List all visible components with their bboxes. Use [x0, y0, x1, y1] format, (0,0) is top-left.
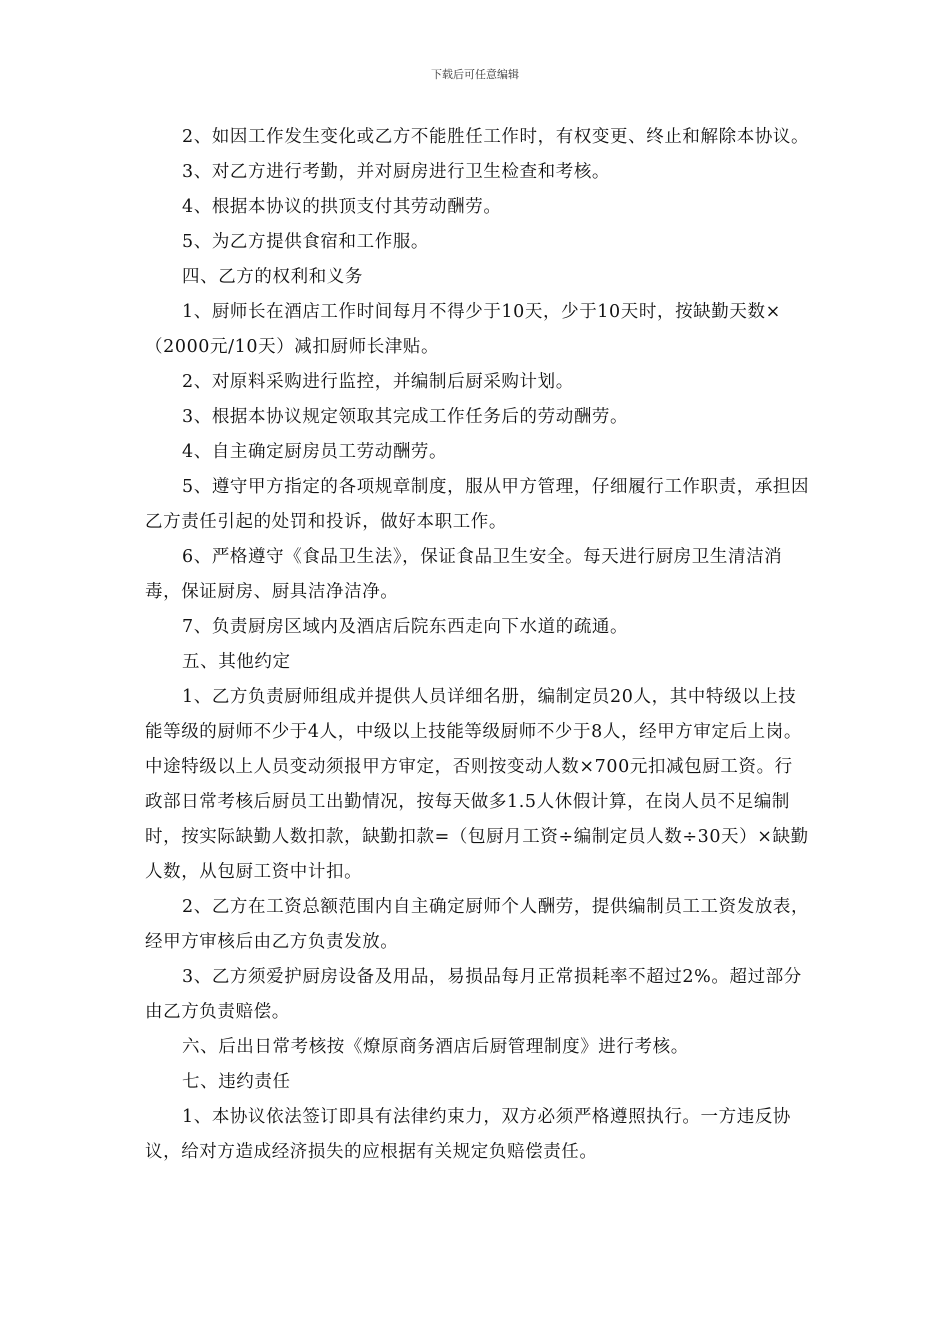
document-body — [145, 120, 810, 1170]
section-heading-7: 七、违约责任 — [182, 1072, 291, 1092]
section-heading-6: 六、后出日常考核按《燎原商务酒店后厨管理制度》进行考核。 — [182, 1037, 689, 1057]
section-heading-5: 五、其他约定 — [182, 652, 291, 672]
paragraph-clause-4-1: 1、厨师长在酒店工作时间每月不得少于10天，少于10天时，按缺勤天数×（2000元/10天）减扣厨师长津贴。 — [145, 302, 781, 357]
page-header-note: 下载后可任意编辑 — [431, 68, 519, 81]
paragraph-clause-5-2: 2、乙方在工资总额范围内自主确定厨师个人酬劳，提供编制员工工资发放表，经甲方审核后由乙方负责发放。 — [145, 897, 810, 952]
paragraph-clause-4-7: 7、负责厨房区域内及酒店后院东西走向下水道的疏通。 — [182, 617, 629, 637]
section-heading-4: 四、乙方的权利和义务 — [182, 267, 363, 287]
paragraph-clause-4-6: 6、严格遵守《食品卫生法》，保证食品卫生安全。每天进行厨房卫生清洁消毒，保证厨房、厨具洁净洁净。 — [145, 547, 783, 602]
paragraph-clause-3-4: 4、根据本协议的拱顶支付其劳动酬劳。 — [182, 197, 502, 217]
paragraph-clause-4-2: 2、对原料采购进行监控，并编制后厨采购计划。 — [182, 372, 574, 392]
paragraph-clause-4-4: 4、自主确定厨房员工劳动酬劳。 — [182, 442, 448, 462]
paragraph-clause-3-2: 2、如因工作发生变化或乙方不能胜任工作时，有权变更、终止和解除本协议。 — [182, 127, 810, 147]
paragraph-clause-5-3: 3、乙方须爱护厨房设备及用品，易损品每月正常损耗率不超过2%。超过部分由乙方负责赔偿。 — [145, 967, 802, 1022]
paragraph-clause-3-5: 5、为乙方提供食宿和工作服。 — [182, 232, 430, 252]
paragraph-clause-7-1: 1、本协议依法签订即具有法律约束力，双方必须严格遵照执行。一方违反协议，给对方造成经济损失的应根据有关规定负赔偿责任。 — [145, 1107, 792, 1162]
paragraph-clause-4-5: 5、遵守甲方指定的各项规章制度，服从甲方管理，仔细履行工作职责，承担因乙方责任引起的处罚和投诉，做好本职工作。 — [145, 477, 810, 532]
paragraph-clause-5-1: 1、乙方负责厨师组成并提供人员详细名册，编制定员20人，其中特级以上技能等级的厨师不少于4人，中级以上技能等级厨师不少于8人，经甲方审定后上岗。中途特级以上人员变动须报甲方审定，否则按变动人数×700元扣减包厨工资。行政部日常考核后厨员工出勤情况，按每天做多1.5人休假计算，在岗人员不足编制时，按实际缺勤人数扣款，缺勤扣款=（包厨月工资÷编制定员人数÷30天）×缺勤人数，从包厨工资中计扣。 — [145, 687, 809, 882]
paragraph-clause-3-3: 3、对乙方进行考勤，并对厨房进行卫生检查和考核。 — [182, 162, 611, 182]
paragraph-clause-4-3: 3、根据本协议规定领取其完成工作任务后的劳动酬劳。 — [182, 407, 629, 427]
